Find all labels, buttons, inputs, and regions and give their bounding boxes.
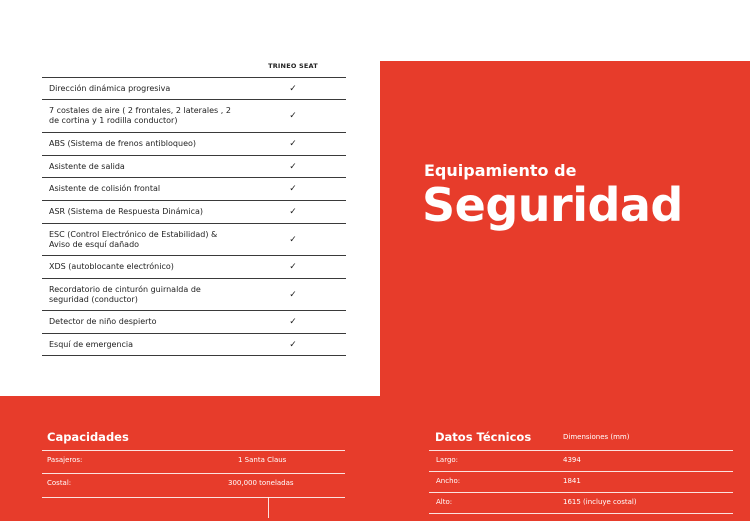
column-header-trineo-seat: TRINEO SEAT <box>268 62 318 70</box>
checkmark-icon: ✓ <box>289 317 297 327</box>
spec-value: 4394 <box>563 456 581 464</box>
spec-row-divider <box>429 513 733 519</box>
checkmark-icon: ✓ <box>289 234 297 245</box>
spec-key: Alto: <box>436 498 453 506</box>
table-row <box>42 201 346 224</box>
top-white-strip <box>380 0 750 61</box>
checkmark-icon: ✓ <box>289 111 297 121</box>
spec-key: Ancho: <box>436 477 461 485</box>
row-label: Asistente de colisión frontal <box>49 184 161 193</box>
row-label: Detector de niño despierto <box>49 317 157 326</box>
hero-subtitle: Equipamiento de <box>424 161 577 180</box>
checkmark-icon: ✓ <box>289 207 297 217</box>
table-row <box>42 311 346 334</box>
hero-title: Seguridad <box>422 178 683 232</box>
row-label: Dirección dinámica progresiva <box>49 83 171 93</box>
checkmark-icon: ✓ <box>289 262 297 272</box>
checkmark-icon: ✓ <box>289 161 297 172</box>
table-row <box>42 334 346 356</box>
spec-value: 1841 <box>563 477 581 485</box>
row-label: Asistente de salida <box>49 161 125 171</box>
safety-equipment-table <box>42 60 346 356</box>
table-row <box>42 224 346 256</box>
checkmark-icon: ✓ <box>289 289 297 300</box>
checkmark-icon: ✓ <box>289 184 297 194</box>
table-row <box>42 133 346 156</box>
spec-value: 1 Santa Claus <box>238 456 287 464</box>
spec-value: 1615 (incluye costal) <box>563 498 637 506</box>
row-label: 7 costales de aire ( 2 frontales, 2 laterales , 2 de cortina y 1 rodilla conductor) <box>49 106 231 125</box>
datos-tecnicos-title: Datos Técnicos <box>435 430 532 444</box>
capacidades-title: Capacidades <box>47 430 129 444</box>
row-label: ASR (Sistema de Respuesta Dinámica) <box>49 207 203 216</box>
dimensiones-subheader: Dimensiones (mm) <box>563 433 630 441</box>
row-label: ESC (Control Electrónico de Estabilidad) & Aviso de esquí dañado <box>49 229 218 249</box>
table-row <box>42 100 346 133</box>
spec-row-divider <box>42 497 345 521</box>
spec-key: Pasajeros: <box>47 456 83 464</box>
table-row <box>42 78 346 100</box>
row-label: ABS (Sistema de frenos antibloqueo) <box>49 139 197 148</box>
checkmark-icon: ✓ <box>289 339 297 350</box>
row-label: XDS (autoblocante electrónico) <box>49 262 174 271</box>
checkmark-icon: ✓ <box>289 83 297 94</box>
spec-key: Costal: <box>47 479 72 487</box>
table-row <box>42 279 346 311</box>
spec-row-costal <box>42 473 345 497</box>
row-label: Recordatorio de cinturón guirnalda de seguridad (conductor) <box>49 284 201 304</box>
spec-row-pasajeros <box>42 450 345 474</box>
table-row <box>42 256 346 279</box>
column-divider <box>268 497 269 518</box>
spec-key: Largo: <box>436 456 459 464</box>
table-row <box>42 156 346 178</box>
spec-value: 300,000 toneladas <box>228 479 294 487</box>
table-header <box>42 60 346 78</box>
checkmark-icon: ✓ <box>289 139 297 149</box>
row-label: Esquí de emergencia <box>49 339 134 349</box>
table-row <box>42 178 346 201</box>
